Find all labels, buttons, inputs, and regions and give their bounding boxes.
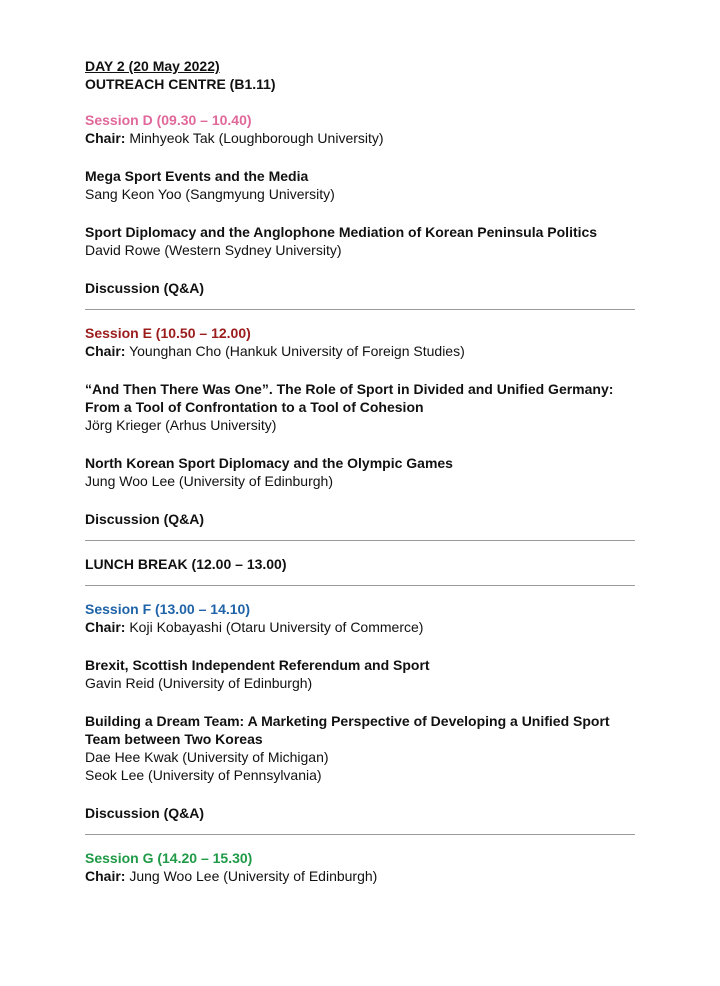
chair-label: Chair: [85, 619, 126, 635]
session-f [85, 600, 645, 822]
chair-name: Minhyeok Tak (Loughborough University) [125, 130, 384, 146]
day-heading: DAY 2 (20 May 2022) [85, 58, 220, 74]
talk-speaker: Jung Woo Lee (University of Edinburgh) [85, 473, 333, 489]
talk-speaker: Jörg Krieger (Arhus University) [85, 417, 277, 433]
session-e-chair [85, 342, 645, 360]
talk-speaker: Gavin Reid (University of Edinburgh) [85, 675, 313, 691]
session-e-title: Session E (10.50 – 12.00) [85, 325, 251, 341]
chair-name: Koji Kobayashi (Otaru University of Commerce) [125, 619, 424, 635]
session-f-chair [85, 618, 645, 636]
talk [85, 223, 645, 259]
talk-speaker: Seok Lee (University of Pennsylvania) [85, 767, 322, 783]
talk-title-line1: “And Then There Was One”. The Role of Sport in Divided and Unified Germany: [85, 381, 614, 397]
programme-page [85, 57, 645, 885]
divider [85, 834, 635, 835]
divider [85, 309, 635, 310]
session-g-title: Session G (14.20 – 15.30) [85, 850, 253, 866]
talk [85, 712, 645, 784]
lunch-break: LUNCH BREAK (12.00 – 13.00) [85, 556, 287, 572]
chair-label: Chair: [85, 868, 126, 884]
talk [85, 656, 645, 692]
discussion-label: Discussion (Q&A) [85, 805, 205, 821]
talk-title: North Korean Sport Diplomacy and the Olympic Games [85, 455, 453, 471]
venue-heading: OUTREACH CENTRE (B1.11) [85, 76, 276, 92]
talk-title-line2: Team between Two Koreas [85, 731, 263, 747]
talk [85, 380, 645, 434]
discussion-label: Discussion (Q&A) [85, 511, 205, 527]
session-f-title: Session F (13.00 – 14.10) [85, 601, 250, 617]
talk-title: Mega Sport Events and the Media [85, 168, 309, 184]
session-d-chair [85, 129, 645, 147]
talk-title-line1: Building a Dream Team: A Marketing Perspective of Developing a Unified Sport [85, 713, 610, 729]
talk [85, 167, 645, 203]
talk-speaker: Dae Hee Kwak (University of Michigan) [85, 749, 329, 765]
chair-name: Jung Woo Lee (University of Edinburgh) [125, 868, 378, 884]
session-d-title: Session D (09.30 – 10.40) [85, 112, 252, 128]
discussion-label: Discussion (Q&A) [85, 280, 205, 296]
session-g [85, 849, 645, 885]
session-g-chair [85, 867, 645, 885]
session-e [85, 324, 645, 528]
talk-speaker: David Rowe (Western Sydney University) [85, 242, 342, 258]
talk-speaker: Sang Keon Yoo (Sangmyung University) [85, 186, 335, 202]
talk-title: Sport Diplomacy and the Anglophone Mediation of Korean Peninsula Politics [85, 224, 598, 240]
talk [85, 454, 645, 490]
talk-title-line2: From a Tool of Confrontation to a Tool of Cohesion [85, 399, 424, 415]
session-d [85, 111, 645, 297]
divider [85, 540, 635, 541]
chair-label: Chair: [85, 130, 126, 146]
chair-label: Chair: [85, 343, 126, 359]
chair-name: Younghan Cho (Hankuk University of Foreign Studies) [125, 343, 465, 359]
talk-title: Brexit, Scottish Independent Referendum and Sport [85, 657, 430, 673]
divider [85, 585, 635, 586]
